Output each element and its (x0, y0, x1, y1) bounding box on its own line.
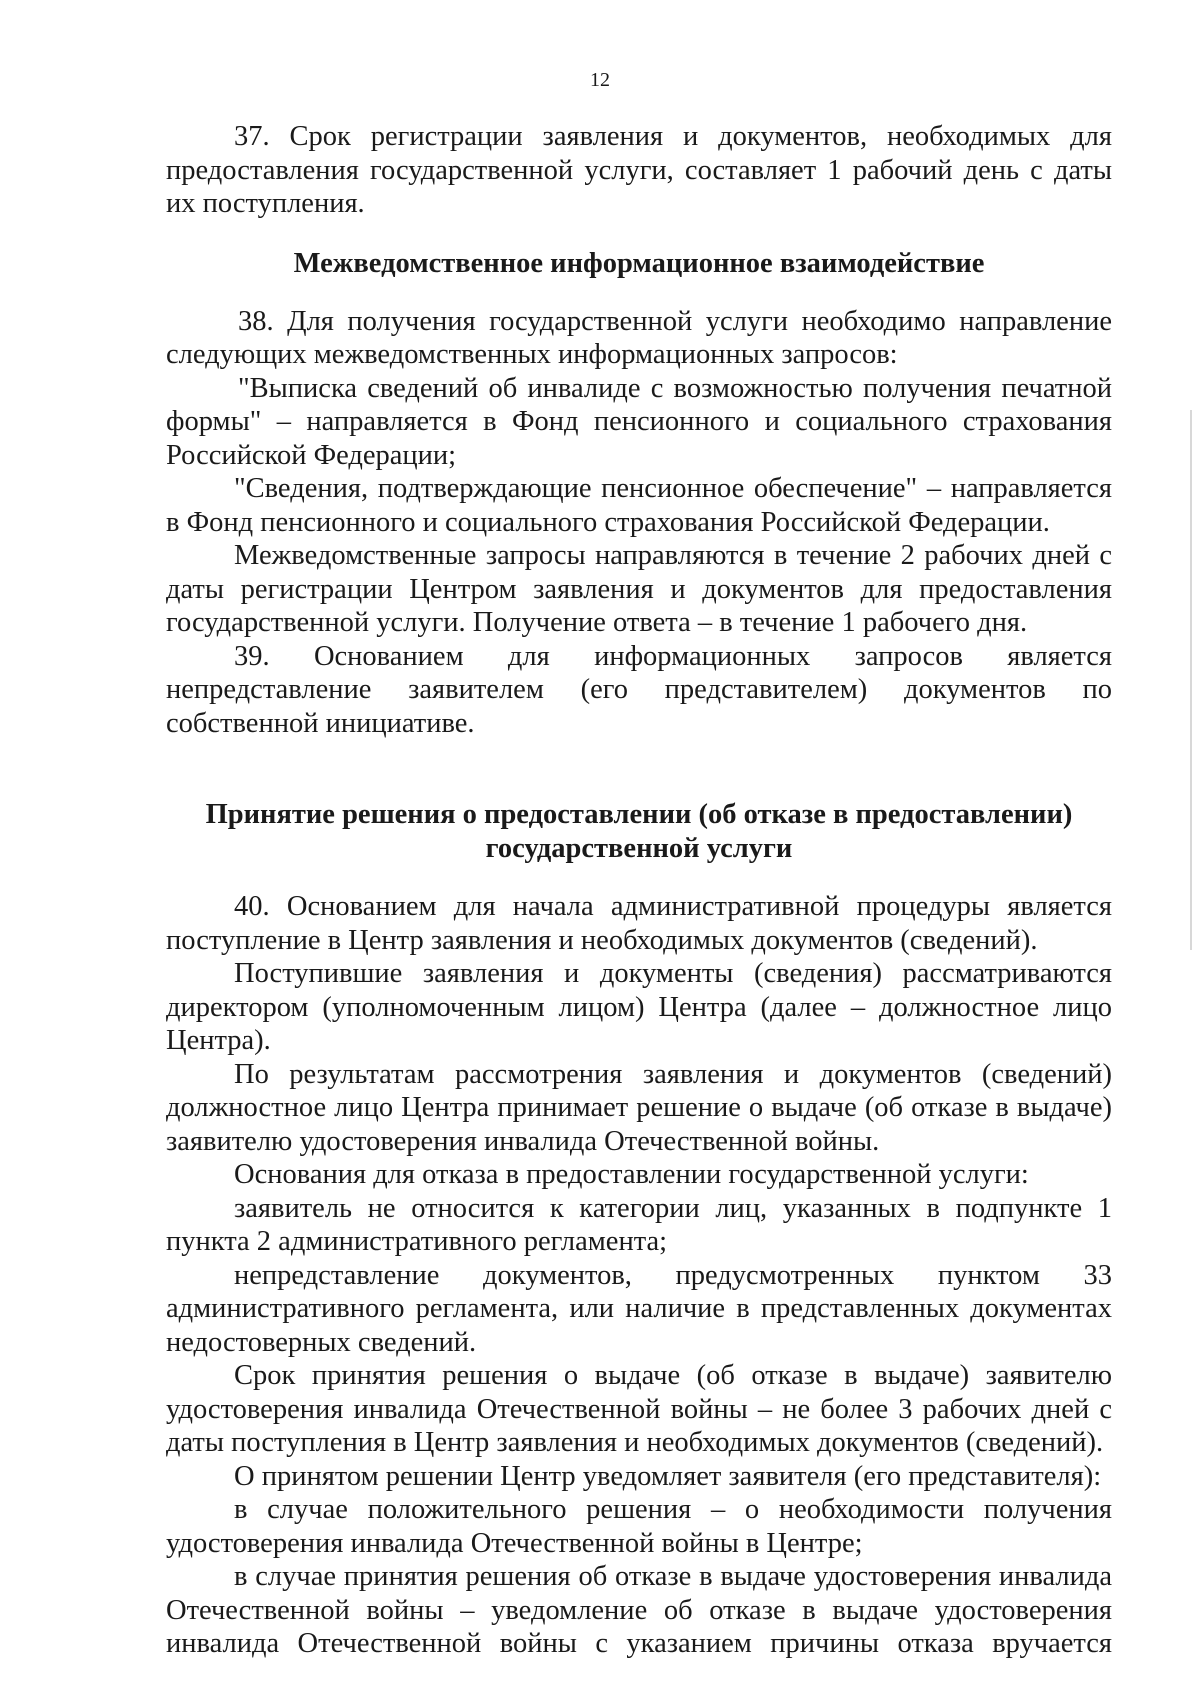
paragraph-40-notification: О принятом решении Центр уведомляет заявителя (его представителя): (234, 1460, 1102, 1492)
paragraph-40-ground-2: непредставление документов, предусмотренных пунктом 33 административного регламента, или наличие в представленных документах недостоверных сведений. (166, 1259, 1112, 1358)
paragraph-40-deadline: Срок принятия решения о выдаче (об отказе в выдаче) заявителю удостоверения инвалида Отечественной войны – не более 3 рабочих дней с даты поступления в Центр заявления и необходимых документов (сведений). (166, 1360, 1112, 1458)
paragraph-40: 40. Основанием для начала административной процедуры является поступление в Центр заявления и необходимых документов (сведений). (166, 891, 1112, 956)
paragraph-39: 39. Основанием для информационных запросов является непредставление заявителем (его представителем) документов по собственной инициативе. (166, 640, 1112, 739)
section-heading-decision (166, 798, 1112, 866)
paragraph-38-request-1: "Выписка сведений об инвалиде с возможностью получения печатной формы" – направляется в Фонд пенсионного и социального страхования Российской Федерации; (166, 372, 1112, 471)
paragraph-40-ground-1: заявитель не относится к категории лиц, указанных в подпункте 1 пункта 2 административного регламента; (166, 1192, 1112, 1257)
paragraph-40-refusal-grounds: Основания для отказа в предоставлении государственной услуги: (234, 1159, 1029, 1190)
page-number: 12 (590, 69, 610, 91)
section-heading-interagency: Межведомственное информационное взаимодействие (293, 247, 985, 279)
paragraph-38: 38. Для получения государственной услуги необходимо направление следующих межведомственных информационных запросов: (166, 305, 1112, 370)
paragraph-38-request-2: "Сведения, подтверждающие пенсионное обеспечение" – направляется в Фонд пенсионного и социального страхования Российской Федерации. (166, 473, 1112, 538)
paragraph-40-decision: По результатам рассмотрения заявления и документов (сведений) должностное лицо Центра принимает решение о выдаче (об отказе в выдаче) заявителю удостоверения инвалида Отечественной войны. (166, 1058, 1112, 1157)
paragraph-40-positive-case: в случае положительного решения – о необходимости получения удостоверения инвалида Отечественной войны в Центре; (166, 1494, 1112, 1559)
paragraph-40-refusal-case: в случае принятия решения об отказе в выдаче удостоверения инвалида Отечественной войны – уведомление об отказе в выдаче удостоверения инвалида Отечественной войны с указанием причины отказа вручается (166, 1561, 1112, 1659)
paragraph-38-timing: Межведомственные запросы направляются в течение 2 рабочих дней с даты регистрации Центром заявления и документов для предоставления государственной услуги. Получение ответа – в течение 1 рабочего дня. (166, 540, 1112, 638)
section-heading-decision-line-1: Принятие решения о предоставлении (об отказе в предоставлении) (205, 799, 1073, 830)
section-heading-decision-line-2: государственной услуги (485, 833, 793, 864)
paragraph-37: 37. Срок регистрации заявления и документов, необходимых для предоставления государственной услуги, составляет 1 рабочий день с даты их поступления. (166, 121, 1112, 219)
document-body (166, 120, 1112, 1661)
scan-edge-shadow (1190, 410, 1192, 950)
paragraph-40-review: Поступившие заявления и документы (сведения) рассматриваются директором (уполномоченным лицом) Центра (далее – должностное лицо Центра). (166, 958, 1112, 1056)
